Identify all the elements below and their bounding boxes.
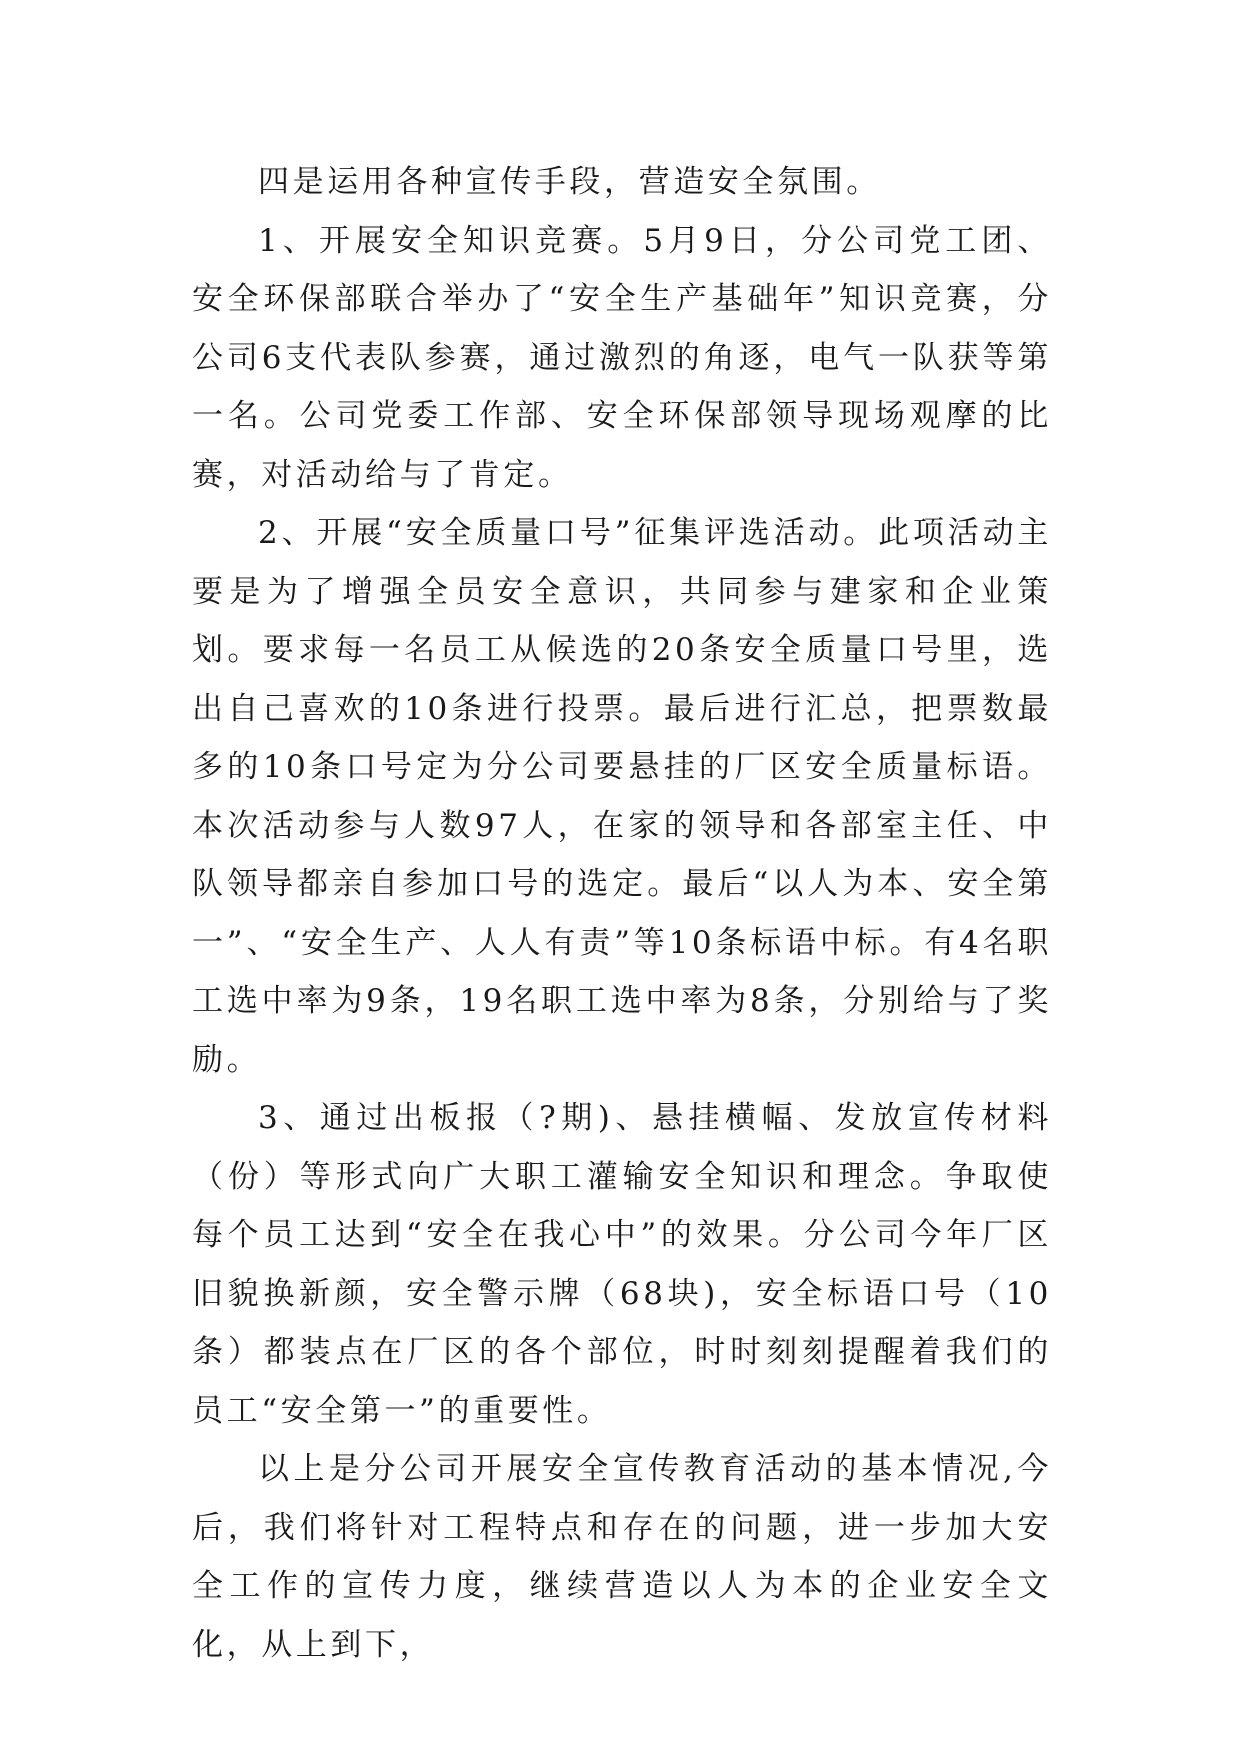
document-body: [192, 153, 1052, 1674]
paragraph-intro: 四是运用各种宣传手段，营造安全氛围。: [258, 164, 881, 200]
paragraph-publicity-materials: 3、通过出板报（?期)、悬挂横幅、发放宣传材料（份）等形式向广大职工灌输安全知识和理念。争取使每个员工达到“安全在我心中”的效果。分公司今年厂区旧貌换新颜，安全警示牌（68块)，安全标语口号（10条）都装点在厂区的各个部位，时时刻刻提醒着我们的员工“安全第一”的重要性。: [192, 1100, 1052, 1429]
paragraph-knowledge-contest: 1、开展安全知识竞赛。5月9日，分公司党工团、安全环保部联合举办了“安全生产基础年”知识竞赛，分公司6支代表队参赛，通过激烈的角逐，电气一队获等第一名。公司党委工作部、安全环保部领导现场观摩的比赛，对活动给与了肯定。: [192, 222, 1052, 493]
paragraph-slogan-selection: 2、开展“安全质量口号”征集评选活动。此项活动主要是为了增强全员安全意识，共同参与建家和企业策划。要求每一名员工从候选的20条安全质量口号里，选出自己喜欢的10条进行投票。最后进行汇总，把票数最多的10条口号定为分公司要悬挂的厂区安全质量标语。本次活动参与人数97人，在家的领导和各部室主任、中队领导都亲自参加口号的选定。最后“以人为本、安全第一”、“安全生产、人人有责”等10条标语中标。有4名职工选中率为9条，19名职工选中率为8条，分别给与了奖励。: [192, 515, 1052, 1078]
paragraph-summary: 以上是分公司开展安全宣传教育活动的基本情况,今后，我们将针对工程特点和存在的问题，进一步加大安全工作的宣传力度，继续营造以人为本的企业安全文化，从上到下，: [192, 1451, 1052, 1663]
